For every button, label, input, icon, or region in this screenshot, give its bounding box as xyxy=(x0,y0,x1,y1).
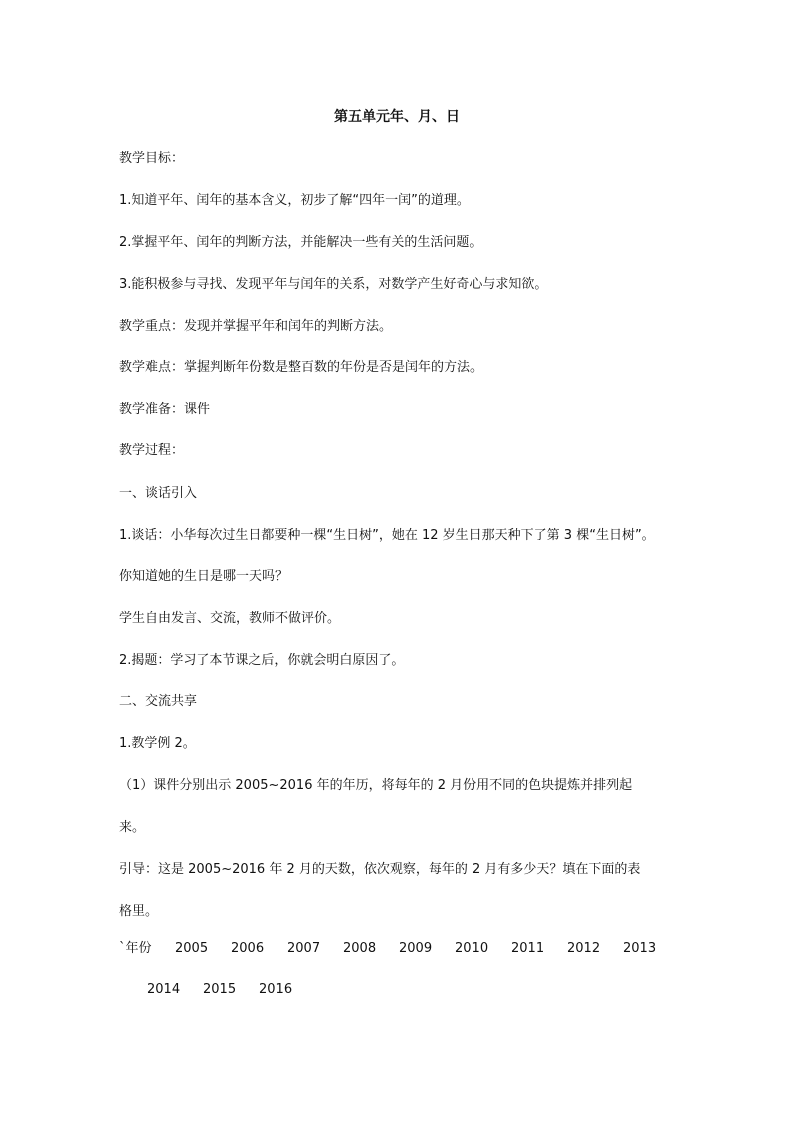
text-line-guide: 引导：这是 2005~2016 年 2 月的天数，依次观察，每年的 2 月有多少天？填在下面的表 xyxy=(119,862,641,877)
year-cell: 2011 xyxy=(511,941,545,956)
text-line-topic: 2.揭题：学习了本节课之后，你就会明白原因了。 xyxy=(119,653,405,668)
text-line-question: 你知道她的生日是哪一天吗？ xyxy=(119,569,289,584)
year-cell: 2014 xyxy=(147,982,181,997)
text-line-talk: 1.谈话：小华每次过生日都要种一棵“生日树”，她在 12 岁生日那天种下了第 3 棵“生日树”。 xyxy=(119,528,655,543)
text-line-objectives-heading: 教学目标： xyxy=(119,151,185,166)
year-cell: 2007 xyxy=(287,941,321,956)
section-heading-share: 二、交流共享 xyxy=(119,694,198,709)
year-cell: 2010 xyxy=(455,941,489,956)
text-line-difficulty: 教学难点：掌握判断年份数是整百数的年份是否是闰年的方法。 xyxy=(119,360,484,375)
text-line-key-point: 教学重点：发现并掌握平年和闰年的判断方法。 xyxy=(119,319,393,334)
text-line-discussion: 学生自由发言、交流，教师不做评价。 xyxy=(119,611,341,626)
year-cell: 2012 xyxy=(567,941,601,956)
year-table-header: `年份 xyxy=(119,941,152,956)
year-cell: 2005 xyxy=(175,941,209,956)
year-cell: 2013 xyxy=(623,941,657,956)
text-line-objective-3: 3.能积极参与寻找、发现平年与闰年的关系，对数学产生好奇心与求知欲。 xyxy=(119,277,548,292)
year-cell: 2009 xyxy=(399,941,433,956)
text-line-example: 1.教学例 2。 xyxy=(119,736,196,751)
text-line-courseware-cont: 来。 xyxy=(119,820,146,835)
section-heading-intro: 一、谈话引入 xyxy=(119,486,198,501)
year-cell: 2008 xyxy=(343,941,377,956)
year-cell: 2015 xyxy=(203,982,237,997)
text-line-guide-cont: 格里。 xyxy=(119,904,159,919)
text-line-objective-1: 1.知道平年、闰年的基本含义，初步了解“四年一闰”的道理。 xyxy=(119,193,470,208)
text-line-objective-2: 2.掌握平年、闰年的判断方法，并能解决一些有关的生活问题。 xyxy=(119,235,483,250)
year-table-row-2 xyxy=(147,980,315,1000)
text-line-process-heading: 教学过程： xyxy=(119,443,185,458)
year-cell: 2006 xyxy=(231,941,265,956)
text-line-preparation: 教学准备：课件 xyxy=(119,402,211,417)
year-cell: 2016 xyxy=(259,982,293,997)
page-title: 第五单元年、月、日 xyxy=(334,109,460,125)
year-table-row-1 xyxy=(119,939,679,959)
text-line-courseware: （1）课件分别出示 2005~2016 年的年历，将每年的 2 月份用不同的色块提炼并排列起 xyxy=(119,778,633,793)
